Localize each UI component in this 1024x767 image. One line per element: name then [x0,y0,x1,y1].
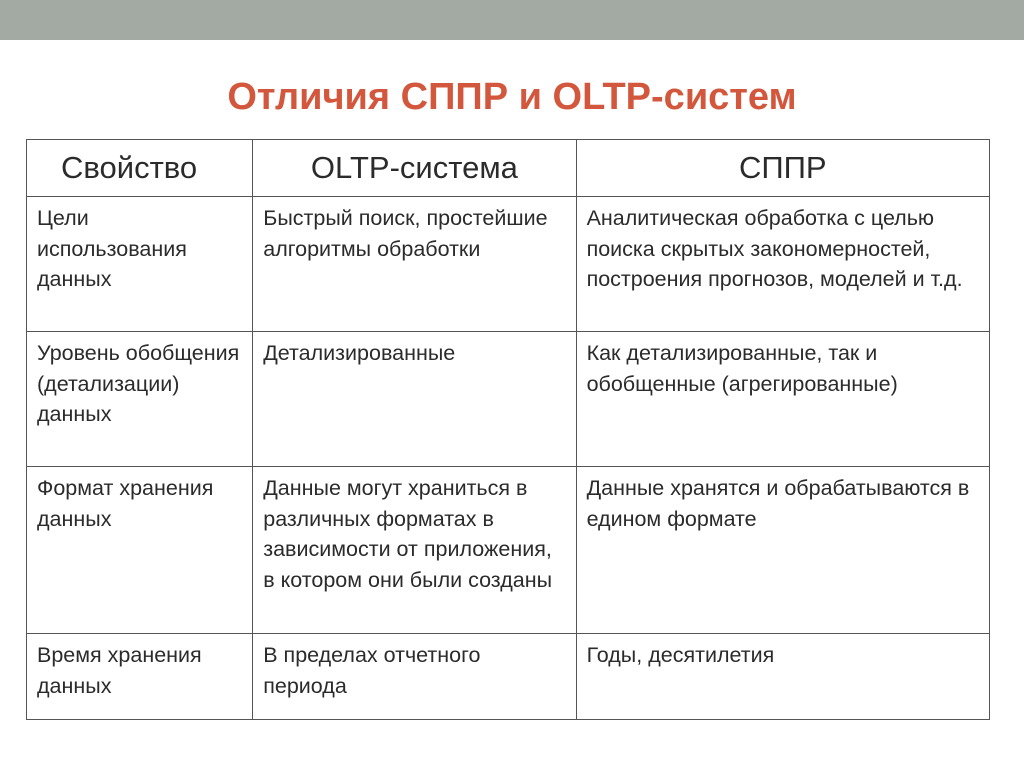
cell-property: Уровень обобщения (детализации) данных [27,332,253,467]
cell-property: Время хранения данных [27,634,253,720]
cell-dss: Годы, десятилетия [576,634,989,720]
table-header-row [27,140,990,197]
comparison-table [26,139,990,720]
cell-dss: Аналитическая обработка с целью поиска скрытых закономерностей, построения прогнозов, моделей и т.д. [576,197,989,332]
table-row [27,634,990,720]
slide-title: Отличия СППР и OLTP-систем [227,76,797,118]
header-property: Свойство [27,140,253,197]
table-row [27,197,990,332]
top-bar [0,0,1024,40]
cell-oltp: Быстрый поиск, простейшие алгоритмы обработки [253,197,576,332]
header-dss: СППР [576,140,989,197]
cell-oltp: В пределах отчетного периода [253,634,576,720]
cell-dss: Данные хранятся и обрабатываются в едином формате [576,467,989,634]
cell-property: Цели использования данных [27,197,253,332]
cell-oltp: Данные могут храниться в различных форматах в зависимости от приложения, в котором они были созданы [253,467,576,634]
cell-dss: Как детализированные, так и обобщенные (агрегированные) [576,332,989,467]
cell-oltp: Детализированные [253,332,576,467]
table-row [27,332,990,467]
header-oltp-system: OLTP-система [253,140,576,197]
table-row [27,467,990,634]
cell-property: Формат хранения данных [27,467,253,634]
